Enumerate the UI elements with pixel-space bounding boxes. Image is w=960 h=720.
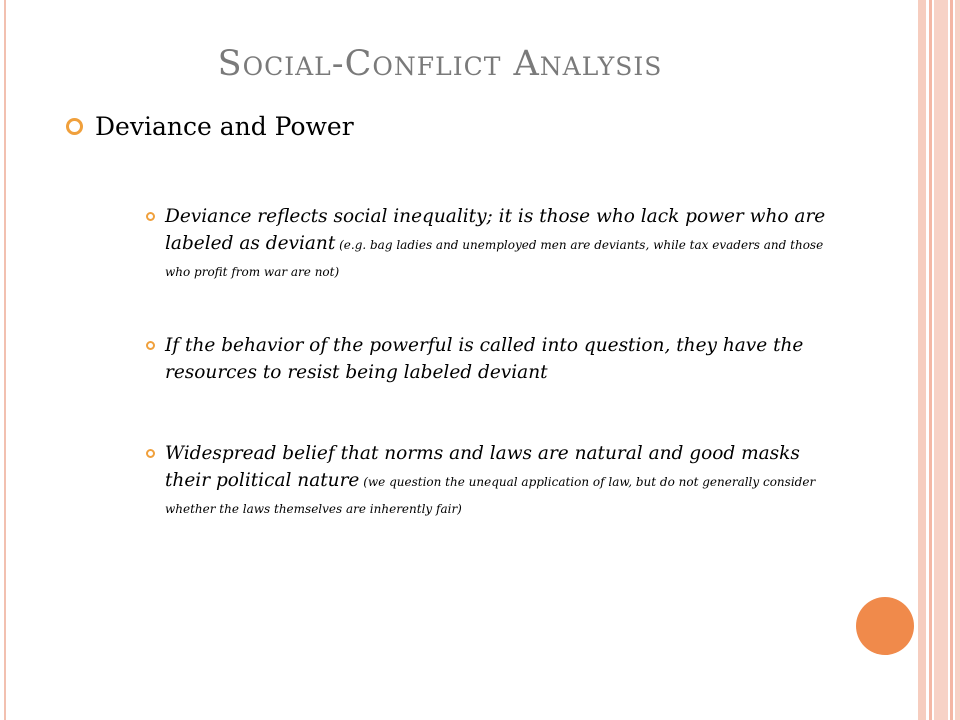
sub-bullet — [146, 440, 836, 521]
sub-bullet-text: If the behavior of the powerful is called into question, they have the resources to resist being labeled deviant — [165, 335, 804, 383]
sub-bullet-text: Widespread belief that norms and laws are natural and good masks their political nature — [165, 443, 800, 491]
main-bullet-text: Deviance and Power — [95, 112, 354, 141]
accent-circle — [856, 597, 914, 655]
bullet-ring-icon — [66, 118, 83, 135]
left-border — [4, 0, 6, 720]
decorative-stripe — [955, 0, 960, 720]
bullet-ring-icon — [146, 212, 155, 221]
sub-bullet — [146, 332, 836, 386]
decorative-stripe — [950, 0, 953, 720]
slide-title: Social-Conflict Analysis — [217, 44, 663, 84]
sub-bullet-note: (we question the unequal application of law, but do not generally consider whether the laws themselves are inherently fair) — [165, 475, 816, 516]
sub-bullet-note: (e.g. bag ladies and unemployed men are deviants, while tax evaders and those who profit from war are not) — [165, 238, 824, 279]
decorative-stripe — [929, 0, 932, 720]
sub-bullet — [146, 203, 836, 284]
bullet-ring-icon — [146, 341, 155, 350]
decorative-stripe — [918, 0, 926, 720]
sub-bullet-text: Deviance reflects social inequality; it is those who lack power who are labeled as deviant — [165, 206, 826, 254]
main-bullet — [66, 112, 354, 141]
bullet-ring-icon — [146, 449, 155, 458]
decorative-stripe — [934, 0, 948, 720]
